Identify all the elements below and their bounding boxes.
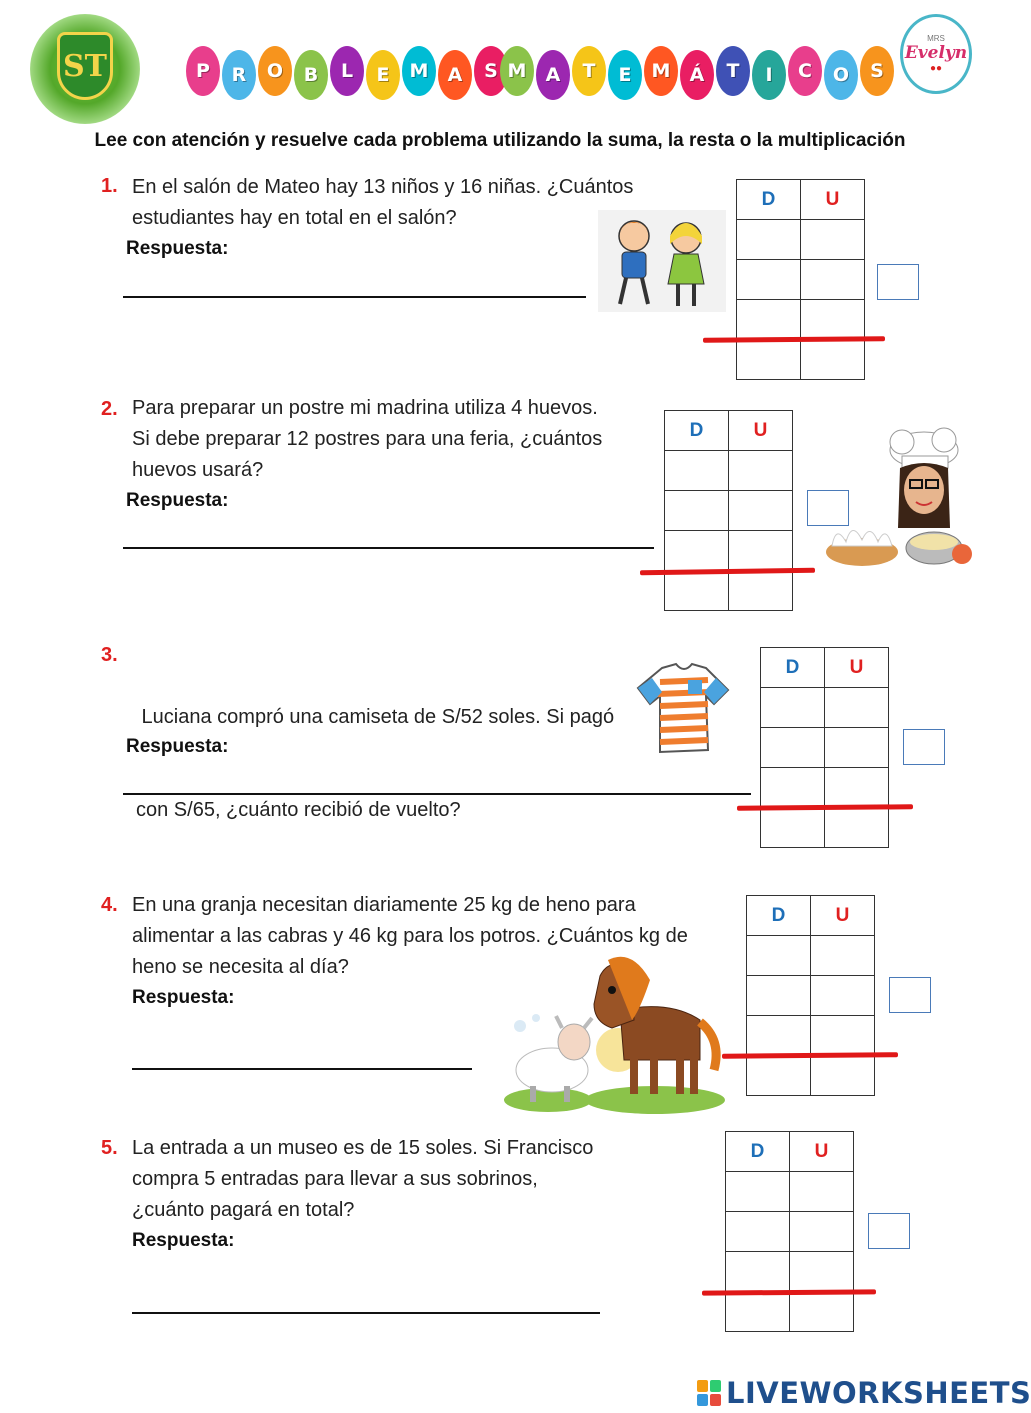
title-letter-bubble: I — [752, 50, 786, 100]
school-logo-shield: ST — [57, 32, 113, 100]
problem-line: con S/65, ¿cuánto recibió de vuelto? — [136, 799, 461, 821]
cell[interactable] — [729, 571, 793, 611]
cell[interactable] — [801, 260, 865, 300]
title-word-problemas — [186, 46, 508, 108]
cell[interactable] — [811, 1056, 875, 1096]
problem-line: ¿cuánto pagará en total? — [132, 1199, 355, 1221]
answer-line[interactable] — [123, 547, 654, 549]
header-u: U — [729, 411, 793, 451]
header-d: D — [761, 648, 825, 688]
cell[interactable] — [737, 340, 801, 380]
cell[interactable] — [737, 220, 801, 260]
cell[interactable] — [811, 936, 875, 976]
title-letter-bubble: T — [716, 46, 750, 96]
cell[interactable] — [726, 1292, 790, 1332]
problem-line: Luciana compró una camiseta de S/52 soles. Si pagó — [136, 706, 615, 728]
cell[interactable] — [790, 1292, 854, 1332]
header-u: U — [801, 180, 865, 220]
answer-label: Respuesta: — [132, 1230, 235, 1251]
kids-illustration — [598, 210, 726, 312]
title-letter-bubble: L — [330, 46, 364, 96]
school-logo — [30, 14, 140, 124]
title-letter-bubble: S — [474, 46, 508, 96]
teacher-logo-name: Evelyn — [904, 43, 968, 63]
title-letter-bubble: M — [500, 46, 534, 96]
problem-text — [136, 640, 614, 888]
problem-number: 4. — [101, 894, 118, 916]
teacher-logo-prefix: MRS — [927, 34, 945, 43]
answer-line[interactable] — [123, 793, 751, 795]
cell[interactable] — [665, 571, 729, 611]
answer-label: Respuesta: — [132, 987, 235, 1008]
cell[interactable] — [726, 1252, 790, 1292]
cell[interactable] — [761, 728, 825, 768]
cell[interactable] — [761, 808, 825, 848]
title-letter-bubble: M — [644, 46, 678, 96]
title-letter-bubble: A — [536, 50, 570, 100]
cell[interactable] — [665, 451, 729, 491]
operator-box[interactable] — [889, 977, 931, 1013]
cell[interactable] — [811, 976, 875, 1016]
title-letter-bubble: Á — [680, 50, 714, 100]
cell[interactable] — [790, 1252, 854, 1292]
problem-number: 1. — [101, 175, 118, 197]
chef-illustration — [822, 428, 972, 574]
cell[interactable] — [747, 936, 811, 976]
du-table — [736, 179, 865, 380]
cell[interactable] — [801, 340, 865, 380]
cell[interactable] — [747, 976, 811, 1016]
cell[interactable] — [801, 220, 865, 260]
title-letter-bubble: T — [572, 46, 606, 96]
title-letter-bubble: O — [258, 46, 292, 96]
title-letter-bubble: E — [366, 50, 400, 100]
problem-text — [132, 172, 633, 234]
cell[interactable] — [790, 1172, 854, 1212]
liveworksheets-wordmark: LIVEWORKSHEETS — [726, 1376, 1031, 1410]
answer-label: Respuesta: — [126, 238, 229, 259]
problem-line: huevos usará? — [132, 459, 264, 481]
problem-number: 2. — [101, 398, 118, 420]
cell[interactable] — [729, 491, 793, 531]
cell[interactable] — [825, 808, 889, 848]
liveworksheets-brand[interactable] — [697, 1376, 1031, 1410]
header-d: D — [726, 1132, 790, 1172]
cell[interactable] — [801, 300, 865, 340]
cell[interactable] — [747, 1056, 811, 1096]
cell[interactable] — [811, 1016, 875, 1056]
header-u: U — [790, 1132, 854, 1172]
apple-icon: ●● — [929, 63, 943, 74]
cell[interactable] — [726, 1212, 790, 1252]
problem-line: En el salón de Mateo hay 13 niños y 16 niñas. ¿Cuántos — [132, 176, 634, 198]
cell[interactable] — [729, 451, 793, 491]
cell[interactable] — [737, 300, 801, 340]
title-letter-bubble: A — [438, 50, 472, 100]
title-letter-bubble: R — [222, 50, 256, 100]
cell[interactable] — [737, 260, 801, 300]
problem-line: compra 5 entradas para llevar a sus sobrinos, — [132, 1168, 538, 1190]
problem-text — [132, 1133, 593, 1226]
du-table — [664, 410, 793, 611]
liveworksheets-icon — [697, 1380, 721, 1406]
header-u: U — [825, 648, 889, 688]
cell[interactable] — [761, 768, 825, 808]
operator-box[interactable] — [903, 729, 945, 765]
title-letter-bubble: S — [860, 46, 894, 96]
problem-line: heno se necesita al día? — [132, 956, 349, 978]
cell[interactable] — [729, 531, 793, 571]
problem-line: La entrada a un museo es de 15 soles. Si Francisco — [132, 1137, 594, 1159]
title-letter-bubble: P — [186, 46, 220, 96]
header-d: D — [737, 180, 801, 220]
teacher-logo — [900, 14, 972, 94]
title-letter-bubble: E — [608, 50, 642, 100]
operator-box[interactable] — [877, 264, 919, 300]
answer-label: Respuesta: — [126, 490, 229, 511]
problem-line: Si debe preparar 12 postres para una feria, ¿cuántos — [132, 428, 603, 450]
problem-number: 3. — [101, 644, 118, 666]
operator-box[interactable] — [868, 1213, 910, 1249]
problem-line: Para preparar un postre mi madrina utiliza 4 huevos. — [132, 397, 598, 419]
problem-line: En una granja necesitan diariamente 25 kg de heno para — [132, 894, 636, 916]
header-u: U — [811, 896, 875, 936]
cell[interactable] — [726, 1172, 790, 1212]
problem-line: estudiantes hay en total en el salón? — [132, 207, 457, 229]
cell[interactable] — [747, 1016, 811, 1056]
problem-number: 5. — [101, 1137, 118, 1159]
answer-line[interactable] — [132, 1068, 472, 1070]
problem-line: alimentar a las cabras y 46 kg para los potros. ¿Cuántos kg de — [132, 925, 688, 947]
cell[interactable] — [665, 531, 729, 571]
header-d: D — [747, 896, 811, 936]
answer-line[interactable] — [123, 296, 586, 298]
cell[interactable] — [761, 688, 825, 728]
tshirt-illustration — [636, 662, 730, 754]
cell[interactable] — [665, 491, 729, 531]
answer-line[interactable] — [132, 1312, 600, 1314]
title-letter-bubble: C — [788, 46, 822, 96]
du-table — [746, 895, 875, 1096]
answer-label: Respuesta: — [126, 736, 229, 757]
du-table — [725, 1131, 854, 1332]
cell[interactable] — [790, 1212, 854, 1252]
title-word-matematicos — [500, 46, 894, 108]
farm-animals-illustration — [500, 950, 725, 1120]
header-d: D — [665, 411, 729, 451]
cell[interactable] — [825, 728, 889, 768]
title-letter-bubble: B — [294, 50, 328, 100]
cell[interactable] — [825, 768, 889, 808]
problem-text — [132, 393, 602, 486]
title-letter-bubble: M — [402, 46, 436, 96]
instructions: Lee con atención y resuelve cada problema utilizando la suma, la resta o la multiplicación — [94, 130, 906, 151]
title-letter-bubble: O — [824, 50, 858, 100]
cell[interactable] — [825, 688, 889, 728]
du-table — [760, 647, 889, 848]
